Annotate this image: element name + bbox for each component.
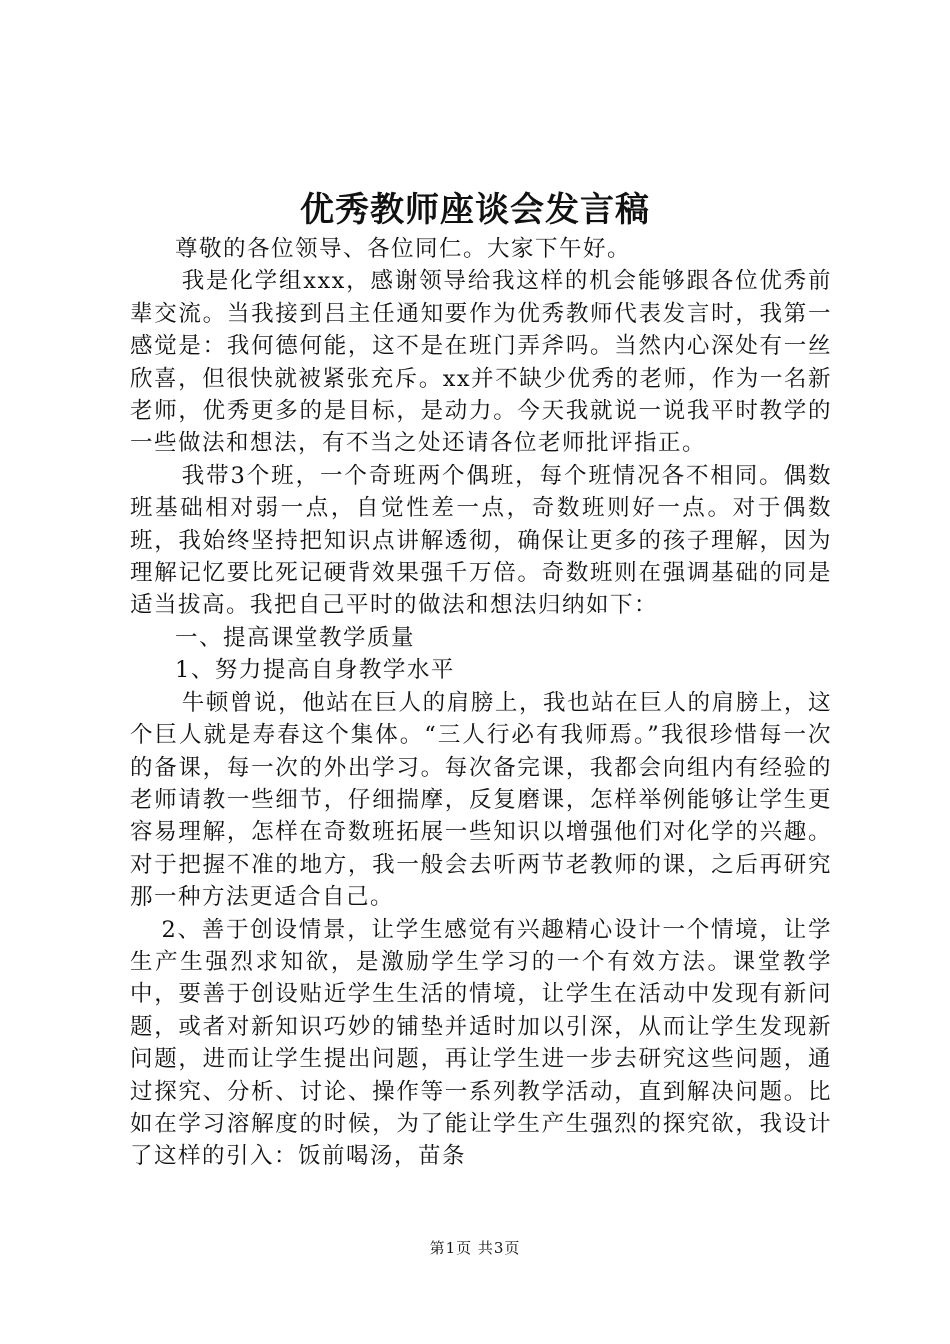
paragraph-classes: 我带3个班，一个奇班两个偶班，每个班情况各不相同。偶数班基础相对弱一点，自觉性差一点，奇数班则好一点。对于偶数班，我始终坚持把知识点讲解透彻，确保让更多的孩子理解，因为理解记忆要比死记硬背效果强千万倍。奇数班则在强调基础的同是适当拔高。我把自己平时的做法和想法归纳如下： (130, 462, 832, 619)
page-footer: 第1页 共3页 (429, 1239, 521, 1257)
paragraph-newton: 牛顿曾说，他站在巨人的肩膀上，我也站在巨人的肩膀上，这个巨人就是寿春这个集体。“三人行必有我师焉。”我很珍惜每一次的备课，每一次的外出学习。每次备完课，我都会向组内有经验的老师请教一些细节，仔细揣摩，反复磨课，怎样举例能够让学生更容易理解，怎样在奇数班拓展一些知识以增强他们对化学的兴趣。对于把握不准的地方，我一般会去听两节老教师的课，之后再研究那一种方法更适合自己。 (130, 689, 832, 911)
paragraph-intro: 我是化学组xxx，感谢领导给我这样的机会能够跟各位优秀前辈交流。当我接到吕主任通知要作为优秀教师代表发言时，我第一感觉是：我何德何能，这不是在班门弄斧吗。当然内心深处有一丝欣喜，但很快就被紧张充斥。xx并不缺少优秀的老师，作为一名新老师，优秀更多的是目标，是动力。今天我就说一说我平时教学的一些做法和想法，有不当之处还请各位老师批评指正。 (130, 268, 832, 457)
paragraph-greeting: 尊敬的各位领导、各位同仁。大家下午好。 (175, 236, 632, 262)
document-body (130, 233, 832, 1173)
section-heading-1: 一、提高课堂教学质量 (175, 624, 416, 651)
paragraph-situation: 2、善于创设情景，让学生感觉有兴趣精心设计一个情境，让学生产生强烈求知欲，是激励学生学习的一个有效方法。课堂教学中，要善于创设贴近学生生活的情境，让学生在活动中发现有新问题，或者对新知识巧妙的铺垫并适时加以引深，从而让学生发现新问题，进而让学生提出问题，再让学生进一步去研究这些问题，通过探究、分析、讨论、操作等一系列教学活动，直到解决问题。比如在学习溶解度的时候，为了能让学生产生强烈的探究欲，我设计了这样的引入：饭前喝汤，苗条 (130, 916, 832, 1170)
document-title: 优秀教师座谈会发言稿 (300, 190, 650, 230)
subsection-heading-1: 1、努力提高自身教学水平 (175, 657, 455, 684)
